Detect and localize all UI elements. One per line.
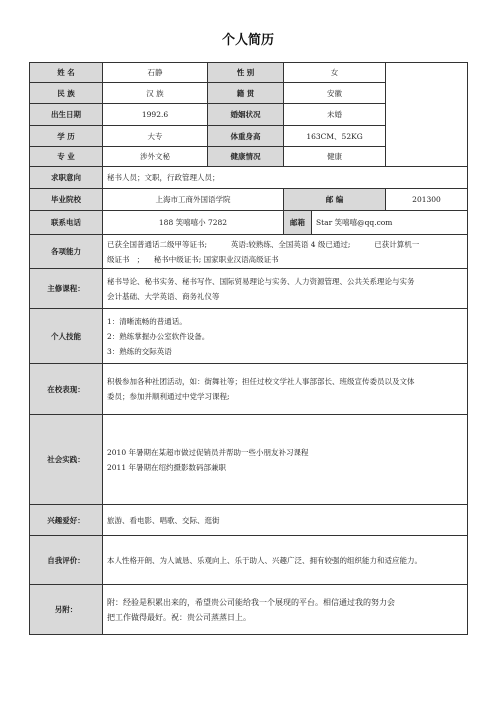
self-evaluation-label: 自我评价： [30, 536, 103, 585]
education-value: 大专 [103, 126, 208, 147]
school-performance-label: 在校表现： [30, 364, 103, 415]
marital-status-label: 婚姻状况 [208, 104, 284, 126]
native-place-label: 籍 贯 [208, 83, 284, 104]
gender-label: 性 别 [208, 63, 284, 83]
name-value: 石静 [103, 63, 208, 83]
appendix-value [103, 585, 468, 635]
personal-skill-item: 2：熟练掌握办公室软件设备。 [107, 331, 210, 341]
self-evaluation-value: 本人性格开朗、为人诚恳、乐观向上、乐于助人、兴趣广泛、拥有较强的组织能力和适应能力。 [103, 536, 468, 585]
abilities-value [103, 235, 468, 269]
abilities-line: 已获全国普通话二级甲等证书; 英语:较熟练、全国英语 4 级已通过; 已获计算机一 [107, 239, 420, 249]
appendix-line: 附：经验是积累出来的，希望贵公司能给我一个展现的平台。相信通过我的努力会 [107, 597, 395, 607]
courses-label: 主修课程： [30, 269, 103, 309]
photo-area [386, 63, 468, 167]
birth-date-value: 1992.6 [103, 104, 208, 126]
email-value: Star 笑嘻嘻@qq.com [312, 211, 468, 235]
personal-skills-label: 个人技能 [30, 309, 103, 364]
personal-skill-item: 1：清晰流畅的普通话。 [107, 316, 187, 326]
social-practice-line: 2011 年暑期在绍约摄影数码部兼职 [107, 462, 226, 472]
email-label: 邮箱 [284, 211, 312, 235]
page-title: 个人简历 [221, 33, 274, 48]
zip-value: 201300 [386, 189, 468, 211]
appendix-label: 另附： [30, 585, 103, 635]
courses-line: 会计基础、大学英语、商务礼仪等 [107, 291, 220, 301]
height-weight-value: 163CM、52KG [284, 126, 386, 147]
hobbies-value: 旅游、看电影、唱歌、交际、逛街 [103, 505, 468, 536]
health-label: 健康情况 [208, 147, 284, 167]
personal-skill-item: 3：熟练的交际英语 [107, 346, 172, 356]
courses-value [103, 269, 468, 309]
zip-label: 邮 编 [284, 189, 386, 211]
school-performance-line: 积极参加各种社团活动，如：街舞社等；担任过校文学社人事部部长、班级宣传委员以及文体 [107, 377, 415, 386]
abilities-label: 各项能力 [30, 235, 103, 269]
marital-status-value: 未婚 [284, 104, 386, 126]
resume-table [29, 62, 468, 635]
appendix-line: 把工作做得最好。祝：贵公司蒸蒸日上。 [107, 612, 251, 622]
height-weight-label: 体重身高 [208, 126, 284, 147]
health-value: 健康 [284, 147, 386, 167]
school-value: 上海市工商外国语学院 [103, 189, 284, 211]
job-objective-label: 求职意向 [30, 167, 103, 189]
school-label: 毕业院校 [30, 189, 103, 211]
name-label: 姓 名 [30, 63, 103, 83]
job-objective-value: 秘书人员；文职，行政管理人员； [103, 167, 468, 189]
personal-skills-value [103, 309, 468, 364]
hobbies-label: 兴趣爱好： [30, 505, 103, 536]
social-practice-label: 社会实践： [30, 415, 103, 505]
education-label: 学 历 [30, 126, 103, 147]
gender-value: 女 [284, 63, 386, 83]
major-value: 涉外文秘 [103, 147, 208, 167]
ethnicity-label: 民 族 [30, 83, 103, 104]
social-practice-line: 2010 年暑期在某超市做过促销员并帮助一些小朋友补习课程 [107, 447, 309, 457]
native-place-value: 安徽 [284, 83, 386, 104]
ethnicity-value: 汉 族 [103, 83, 208, 104]
school-performance-value [103, 364, 468, 415]
phone-value: 188 笑嘻嘻小 7282 [103, 211, 284, 235]
courses-line: 秘书导论、秘书实务、秘书写作、国际贸易理论与实务、人力资源管理、公共关系理论与实务 [107, 276, 415, 286]
abilities-line: 级证书 ； 秘书中级证书; 国家职业汉语高级证书 [107, 254, 279, 264]
phone-label: 联系电话 [30, 211, 103, 235]
birth-date-label: 出生日期 [30, 104, 103, 126]
major-label: 专 业 [30, 147, 103, 167]
social-practice-value [103, 415, 468, 505]
school-performance-line: 委员；参加并顺利通过中党学习课程; [107, 392, 230, 401]
